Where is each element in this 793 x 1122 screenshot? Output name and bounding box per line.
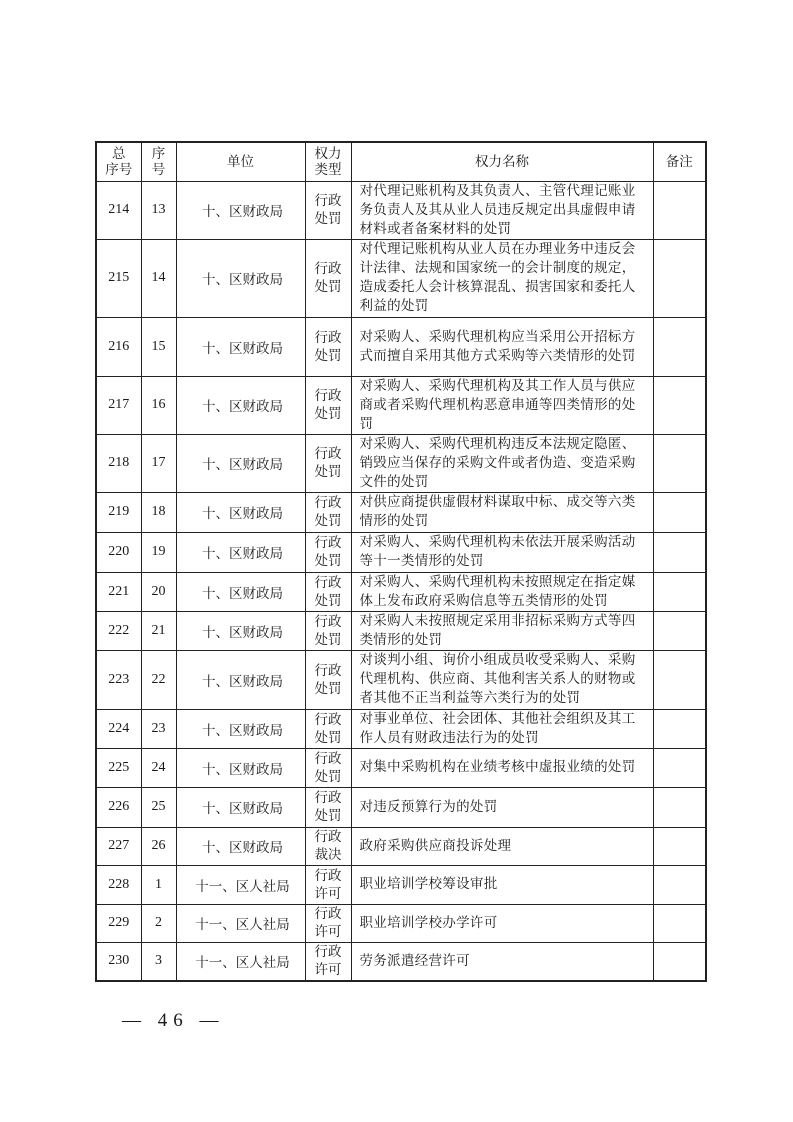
table-row	[96, 532, 706, 572]
cell-unit: 十、区财政局	[176, 376, 305, 434]
cell-power-name: 对代理记账机构从业人员在办理业务中违反会计法律、法规和国家统一的会计制度的规定，造成委托人会计核算混乱、损害国家和委托人利益的处罚	[351, 239, 653, 317]
table-row	[96, 239, 706, 317]
power-type-line2: 许可	[314, 924, 342, 940]
cell-power-type	[305, 181, 351, 239]
table-row	[96, 611, 706, 650]
power-type-line1: 行政	[314, 535, 342, 551]
cell-unit: 十、区财政局	[176, 650, 305, 709]
cell-total-no: 227	[96, 827, 141, 865]
cell-seq-no: 1	[141, 865, 176, 904]
power-type-line2: 处罚	[314, 729, 342, 746]
cell-remark	[653, 787, 706, 827]
cell-power-name: 对违反预算行为的处罚	[351, 787, 653, 827]
cell-remark	[653, 572, 706, 611]
cell-power-name: 对采购人、采购代理机构未依法开展采购活动等十一类情形的处罚	[351, 532, 653, 572]
cell-power-type	[305, 532, 351, 572]
power-type-line1: 行政	[314, 388, 342, 404]
power-type-line2: 处罚	[314, 406, 342, 422]
cell-unit: 十一、区人社局	[176, 865, 305, 904]
cell-total-no: 215	[96, 239, 141, 317]
cell-power-name: 劳务派遣经营许可	[351, 942, 653, 981]
cell-unit: 十、区财政局	[176, 611, 305, 650]
cell-remark	[653, 239, 706, 317]
cell-power-type	[305, 904, 351, 942]
power-type-line1: 行政	[314, 574, 342, 591]
power-type-line2: 许可	[314, 962, 342, 979]
cell-power-name: 对事业单位、社会团体、其他社会组织及其工作人员有财政违法行为的处罚	[351, 709, 653, 748]
cell-unit: 十、区财政局	[176, 181, 305, 239]
power-type-line2: 处罚	[314, 768, 342, 785]
power-type-line1: 行政	[314, 829, 342, 845]
cell-unit: 十一、区人社局	[176, 904, 305, 942]
page-number: — 46 —	[122, 1010, 225, 1031]
cell-remark	[653, 904, 706, 942]
cell-power-name: 对采购人未按照规定采用非招标采购方式等四类情形的处罚	[351, 611, 653, 650]
header-seq-no	[141, 142, 176, 181]
table-row	[96, 376, 706, 434]
cell-unit: 十、区财政局	[176, 317, 305, 376]
cell-unit: 十、区财政局	[176, 492, 305, 532]
cell-power-type	[305, 239, 351, 317]
cell-total-no: 217	[96, 376, 141, 434]
cell-total-no: 214	[96, 181, 141, 239]
cell-unit: 十、区财政局	[176, 532, 305, 572]
cell-power-name: 对代理记账机构及其负责人、主管代理记账业务负责人及其从业人员违反规定出具虚假申请材料或者备案材料的处罚	[351, 181, 653, 239]
cell-seq-no: 3	[141, 942, 176, 981]
power-type-line2: 处罚	[314, 513, 342, 529]
cell-remark	[653, 181, 706, 239]
power-type-line1: 行政	[314, 790, 342, 806]
cell-power-name: 政府采购供应商投诉处理	[351, 827, 653, 865]
cell-power-type	[305, 827, 351, 865]
cell-remark	[653, 317, 706, 376]
cell-power-type	[305, 748, 351, 787]
cell-power-type	[305, 865, 351, 904]
power-type-line1: 行政	[314, 261, 342, 277]
cell-remark	[653, 434, 706, 492]
cell-seq-no: 2	[141, 904, 176, 942]
cell-unit: 十、区财政局	[176, 709, 305, 748]
power-type-line1: 行政	[314, 613, 342, 630]
cell-remark	[653, 709, 706, 748]
power-type-line1: 行政	[314, 750, 342, 767]
header-power-name: 权力名称	[351, 142, 653, 181]
cell-unit: 十、区财政局	[176, 748, 305, 787]
power-type-line2: 处罚	[314, 592, 342, 609]
cell-power-name: 对谈判小组、询价小组成员收受采购人、采购代理机构、供应商、其他利害关系人的财物或者其他不正当利益等六类行为的处罚	[351, 650, 653, 709]
cell-seq-no: 22	[141, 650, 176, 709]
cell-unit: 十、区财政局	[176, 239, 305, 317]
table-row	[96, 942, 706, 981]
cell-seq-no: 20	[141, 572, 176, 611]
header-remark: 备注	[653, 142, 706, 181]
cell-remark	[653, 748, 706, 787]
cell-unit: 十、区财政局	[176, 827, 305, 865]
table-row	[96, 709, 706, 748]
cell-unit: 十、区财政局	[176, 787, 305, 827]
header-seq-no-line1: 序	[151, 145, 166, 162]
cell-power-name: 对采购人、采购代理机构违反本法规定隐匿、销毁应当保存的采购文件或者伪造、变造采购文件的处罚	[351, 434, 653, 492]
cell-remark	[653, 942, 706, 981]
header-power-type-line2: 类型	[314, 161, 342, 178]
cell-power-type	[305, 611, 351, 650]
power-type-line1: 行政	[314, 329, 342, 346]
cell-seq-no: 21	[141, 611, 176, 650]
cell-remark	[653, 650, 706, 709]
table-row	[96, 572, 706, 611]
cell-power-name: 对采购人、采购代理机构应当采用公开招标方式而擅自采用其他方式采购等六类情形的处罚	[351, 317, 653, 376]
table-row	[96, 434, 706, 492]
table-row	[96, 317, 706, 376]
cell-unit: 十一、区人社局	[176, 942, 305, 981]
table-row	[96, 787, 706, 827]
power-type-line2: 处罚	[314, 808, 342, 824]
cell-seq-no: 23	[141, 709, 176, 748]
table-row	[96, 865, 706, 904]
cell-seq-no: 26	[141, 827, 176, 865]
cell-remark	[653, 827, 706, 865]
cell-remark	[653, 611, 706, 650]
cell-power-type	[305, 942, 351, 981]
power-type-line2: 处罚	[314, 347, 342, 364]
cell-total-no: 230	[96, 942, 141, 981]
header-total-no	[96, 142, 141, 181]
cell-seq-no: 13	[141, 181, 176, 239]
power-type-line2: 处罚	[314, 631, 342, 648]
header-unit: 单位	[176, 142, 305, 181]
cell-total-no: 218	[96, 434, 141, 492]
power-type-line1: 行政	[314, 662, 342, 679]
header-total-no-line2: 序号	[105, 161, 133, 178]
cell-seq-no: 19	[141, 532, 176, 572]
cell-unit: 十、区财政局	[176, 572, 305, 611]
cell-seq-no: 16	[141, 376, 176, 434]
cell-total-no: 223	[96, 650, 141, 709]
cell-seq-no: 18	[141, 492, 176, 532]
cell-total-no: 226	[96, 787, 141, 827]
cell-power-type	[305, 650, 351, 709]
cell-power-type	[305, 787, 351, 827]
cell-total-no: 222	[96, 611, 141, 650]
power-type-line1: 行政	[314, 711, 342, 728]
power-type-line2: 处罚	[314, 553, 342, 569]
cell-seq-no: 25	[141, 787, 176, 827]
cell-remark	[653, 376, 706, 434]
cell-remark	[653, 492, 706, 532]
power-type-line1: 行政	[314, 867, 342, 884]
cell-power-type	[305, 317, 351, 376]
power-type-line2: 处罚	[314, 680, 342, 697]
cell-power-name: 对集中采购机构在业绩考核中虚报业绩的处罚	[351, 748, 653, 787]
cell-power-type	[305, 492, 351, 532]
cell-total-no: 220	[96, 532, 141, 572]
cell-power-name: 对供应商提供虚假材料谋取中标、成交等六类情形的处罚	[351, 492, 653, 532]
cell-total-no: 219	[96, 492, 141, 532]
cell-remark	[653, 532, 706, 572]
cell-power-type	[305, 376, 351, 434]
cell-power-type	[305, 572, 351, 611]
power-type-line2: 处罚	[314, 279, 342, 295]
cell-total-no: 224	[96, 709, 141, 748]
cell-power-name: 对采购人、采购代理机构未按照规定在指定媒体上发布政府采购信息等五类情形的处罚	[351, 572, 653, 611]
cell-power-name: 职业培训学校筹设审批	[351, 865, 653, 904]
power-type-line2: 许可	[314, 885, 342, 902]
power-type-line1: 行政	[314, 495, 342, 511]
power-type-line1: 行政	[314, 906, 342, 922]
cell-power-name: 职业培训学校办学许可	[351, 904, 653, 942]
power-type-line2: 裁决	[314, 847, 342, 863]
cell-seq-no: 14	[141, 239, 176, 317]
header-power-type	[305, 142, 351, 181]
cell-total-no: 229	[96, 904, 141, 942]
power-type-line1: 行政	[314, 446, 342, 462]
cell-remark	[653, 865, 706, 904]
table-row	[96, 181, 706, 239]
table-row	[96, 748, 706, 787]
header-power-type-line1: 权力	[314, 145, 342, 162]
table-row	[96, 650, 706, 709]
cell-total-no: 221	[96, 572, 141, 611]
power-type-line2: 处罚	[314, 211, 342, 227]
cell-power-type	[305, 434, 351, 492]
cell-seq-no: 17	[141, 434, 176, 492]
table-row	[96, 827, 706, 865]
cell-total-no: 228	[96, 865, 141, 904]
cell-unit: 十、区财政局	[176, 434, 305, 492]
header-row	[96, 142, 706, 181]
header-seq-no-line2: 号	[151, 161, 166, 178]
cell-total-no: 225	[96, 748, 141, 787]
power-type-line1: 行政	[314, 193, 342, 209]
cell-total-no: 216	[96, 317, 141, 376]
table-row	[96, 492, 706, 532]
cell-seq-no: 15	[141, 317, 176, 376]
table-body	[96, 181, 706, 981]
cell-power-name: 对采购人、采购代理机构及其工作人员与供应商或者采购代理机构恶意串通等四类情形的处罚	[351, 376, 653, 434]
header-total-no-line1: 总	[112, 145, 126, 162]
table-row	[96, 904, 706, 942]
power-list-table	[95, 141, 707, 982]
power-type-line1: 行政	[314, 944, 342, 961]
cell-seq-no: 24	[141, 748, 176, 787]
power-type-line2: 处罚	[314, 464, 342, 480]
cell-power-type	[305, 709, 351, 748]
